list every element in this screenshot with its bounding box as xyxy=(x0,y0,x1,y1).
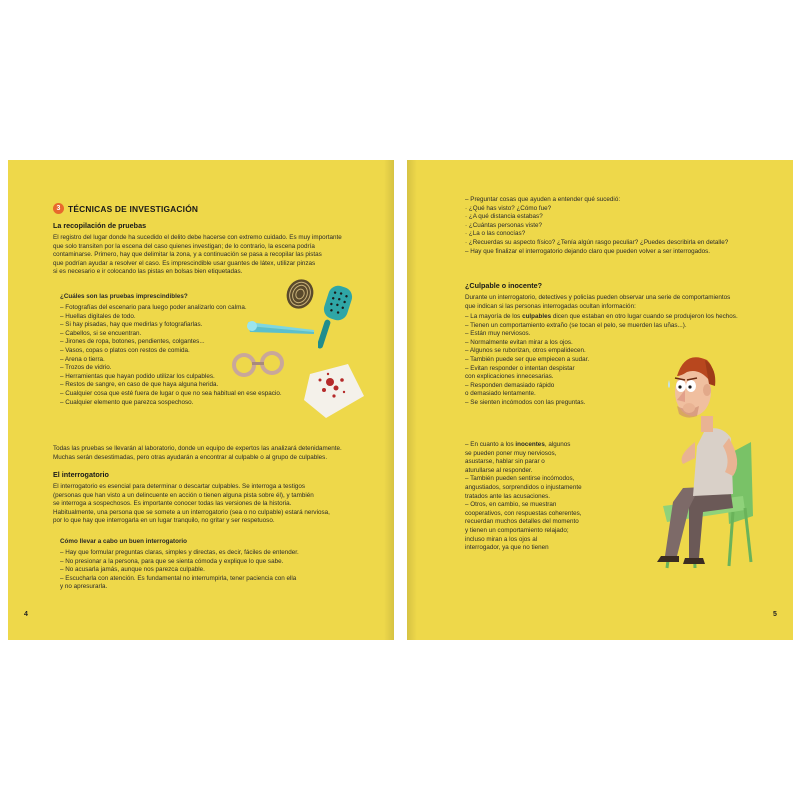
bloody-cloth-icon xyxy=(300,360,370,424)
list-item: recuerdan muchos detalles del momento xyxy=(465,518,579,526)
list-item: · ¿La o las conocías? xyxy=(465,230,526,238)
paragraph-line: (personas que han visto a un delincuente en acción o tienen alguna pista sobre él), y también xyxy=(53,491,314,499)
list-item: y no apresurarla. xyxy=(60,583,108,591)
list-item: – Cualquier elemento que parezca sospechoso. xyxy=(60,398,194,406)
tweezers-icon xyxy=(244,312,318,340)
list-item: – Fotografías del escenario para luego poder analizarlo con calma. xyxy=(60,304,247,311)
hairbrush-icon xyxy=(318,284,360,356)
lab-paragraph xyxy=(53,445,342,462)
list-item: – Evitan responder o intentan despistar xyxy=(465,364,575,372)
paragraph-line: que podrían ayudar a resolver el caso. Es imprescindible usar guantes de látex, utilizar pinzas xyxy=(53,259,316,267)
list-item: asustarse, hablar sin parar o xyxy=(465,458,545,466)
list-item: – Trozos de vidrio. xyxy=(60,364,112,372)
list-item: · ¿A qué distancia estabas? xyxy=(465,213,543,221)
paragraph-line: Durante un interrogatorio, detectives y policías pueden observar una serie de comportamientos xyxy=(465,294,731,301)
gutter-shadow xyxy=(407,160,417,640)
list-item: incluso miran a los ojos al xyxy=(465,535,538,543)
list-item: aturullarse al responder. xyxy=(465,466,533,474)
fingerprint-icon xyxy=(280,276,320,312)
list-item: · ¿Cuántas personas viste? xyxy=(465,221,542,229)
gutter-shadow xyxy=(384,160,394,640)
subheading-interrogation: El interrogatorio xyxy=(53,470,109,479)
list-item: – Otros, en cambio, se muestran xyxy=(465,501,557,509)
paragraph-line: que indican si las personas interrogadas ocultan información: xyxy=(465,302,636,310)
list-item: o demasiado lentamente. xyxy=(465,390,536,398)
paragraph-line: Muchas serán desestimadas, pero otras ayudarán a encontrar al culpable o al grupo de culpables. xyxy=(53,453,328,461)
section-number-badge: 3 xyxy=(53,203,64,214)
list-item: tratados ante las acusaciones. xyxy=(465,492,551,500)
paragraph-line: Todas las pruebas se llevarán al laboratorio, donde un equipo de expertos las analizará detenidamente. xyxy=(53,445,342,452)
right-page xyxy=(407,160,793,640)
list-item: interrogador, ya que no tienen xyxy=(465,544,549,552)
keyword-culpables: culpables xyxy=(522,313,552,320)
list-item: – También pueden sentirse incómodos, xyxy=(465,475,575,483)
paragraph-line: contaminarse. Primero, hay que delimitar la zona, y a continuación se pasa a recopilar las pistas xyxy=(53,251,322,259)
questions-list xyxy=(465,196,728,256)
section-title: TÉCNICAS DE INVESTIGACIÓN xyxy=(68,203,199,214)
list-item: – Están muy nerviosos. xyxy=(465,330,531,338)
list-item: – Vasos, copas o platos con restos de comida. xyxy=(60,346,190,354)
howto-heading: Cómo llevar a cabo un buen interrogatorio xyxy=(60,538,188,545)
list-item: angustiados, sorprendidos o injustamente xyxy=(465,483,582,491)
list-item: · ¿Qué has visto? ¿Cómo fue? xyxy=(465,204,552,212)
list-item: – También puede ser que empiecen a sudar. xyxy=(465,355,590,363)
guilty-paragraph xyxy=(465,294,730,311)
list-item: – Cabellos, si se encuentran. xyxy=(60,329,142,337)
paragraph-line: El registro del lugar donde ha sucedido el delito debe hacerse con extremo cuidado. Es muy importante xyxy=(53,234,342,241)
subheading-guilty-innocent: ¿Culpable o inocente? xyxy=(465,281,543,290)
evidence-question: ¿Cuáles son las pruebas imprescindibles? xyxy=(60,293,188,300)
list-item: se pueden poner muy nerviosos, xyxy=(465,449,557,457)
paragraph-line: que solo transiten por la escena del caso quienes investigan; de lo contrario, la escena podría xyxy=(53,242,315,250)
paragraph-line: El interrogatorio es esencial para determinar o descartar culpables. Se interroga a testigos xyxy=(53,483,306,490)
list-item: – Se sienten incómodos con las preguntas. xyxy=(465,398,586,406)
section-heading xyxy=(53,203,198,214)
list-item: – En cuanto a los inocentes, algunos xyxy=(465,441,571,448)
list-item: – Responden demasiado rápido xyxy=(465,381,555,389)
list-item: con explicaciones innecesarias. xyxy=(465,373,554,381)
list-item: – Arena o tierra. xyxy=(60,355,105,363)
innocent-list xyxy=(465,441,582,553)
list-item: · ¿Recuerdas su aspecto físico? ¿Tenía algún rasgo peculiar? ¿Puedes describirla en detalle? xyxy=(465,238,729,246)
list-item: – Cualquier cosa que esté fuera de lugar o que no sea habitual en ese espacio. xyxy=(60,389,282,397)
list-item: – Herramientas que hayan podido utilizar los culpables. xyxy=(60,372,215,380)
list-item: – Escucharla con atención. Es fundamental no interrumpirla, tener paciencia con ella xyxy=(60,574,297,582)
page-number: 4 xyxy=(24,611,28,618)
list-item: – La mayoría de los culpables dicen que estaban en otro lugar cuando se produjeron los hechos. xyxy=(465,313,738,320)
handcuffs-icon xyxy=(230,348,286,380)
paragraph-line: se interroga a sospechosos. Es importante conocer todas las versiones de la historia. xyxy=(53,500,292,508)
list-item: – Si hay pisadas, hay que medirlas y fotografiarlas. xyxy=(60,321,203,329)
list-item: – Hay que finalizar el interrogatorio dejando claro que pueden volver a ser interrogados. xyxy=(465,247,711,255)
paragraph-line: por lo que hay que interrogarla en un lugar tranquilo, no gritar y ser respetuoso. xyxy=(53,517,275,525)
list-item: cooperativos, con respuestas coherentes, xyxy=(465,509,582,517)
paragraph-line: Habitualmente, una persona que se somete a un interrogatorio (sea o no culpable) estará nerviosa, xyxy=(53,508,330,516)
subheading-evidence: La recopilación de pruebas xyxy=(53,221,147,230)
list-item: – Algunos se ruborizan, otros empalidecen. xyxy=(465,347,586,355)
page-number: 5 xyxy=(773,611,777,618)
keyword-inocentes: inocentes xyxy=(515,441,545,448)
left-page xyxy=(8,160,394,640)
list-item: – Tienen un comportamiento extraño (se tocan el pelo, se muerden las uñas...). xyxy=(465,321,687,329)
list-item: – No acusarla jamás, aunque nos parezca culpable. xyxy=(60,566,205,574)
list-item: – Jirones de ropa, botones, pendientes, colgantes... xyxy=(60,338,205,346)
howto-list xyxy=(60,549,299,592)
list-item: y tienen un comportamiento relajado; xyxy=(465,526,569,534)
interrogation-paragraph xyxy=(53,483,330,526)
list-item: – Normalmente evitan mirar a los ojos. xyxy=(465,338,573,346)
paragraph-line: si es necesario e ir colocando las pistas en bolsas bien etiquetadas. xyxy=(53,268,243,276)
evidence-paragraph xyxy=(53,234,342,277)
list-item: – Preguntar cosas que ayuden a entender qué sucedió: xyxy=(465,196,621,203)
list-item: – Huellas digitales de todo. xyxy=(60,312,136,320)
list-item: – Hay que formular preguntas claras, simples y directas, es decir, fáciles de entender. xyxy=(60,549,299,556)
nervous-man-illustration xyxy=(633,346,783,570)
list-item: – Restos de sangre, en caso de que haya alguna herida. xyxy=(60,381,219,389)
list-item: – No presionar a la persona, para que se sienta cómoda y explique lo que sabe. xyxy=(60,557,284,565)
